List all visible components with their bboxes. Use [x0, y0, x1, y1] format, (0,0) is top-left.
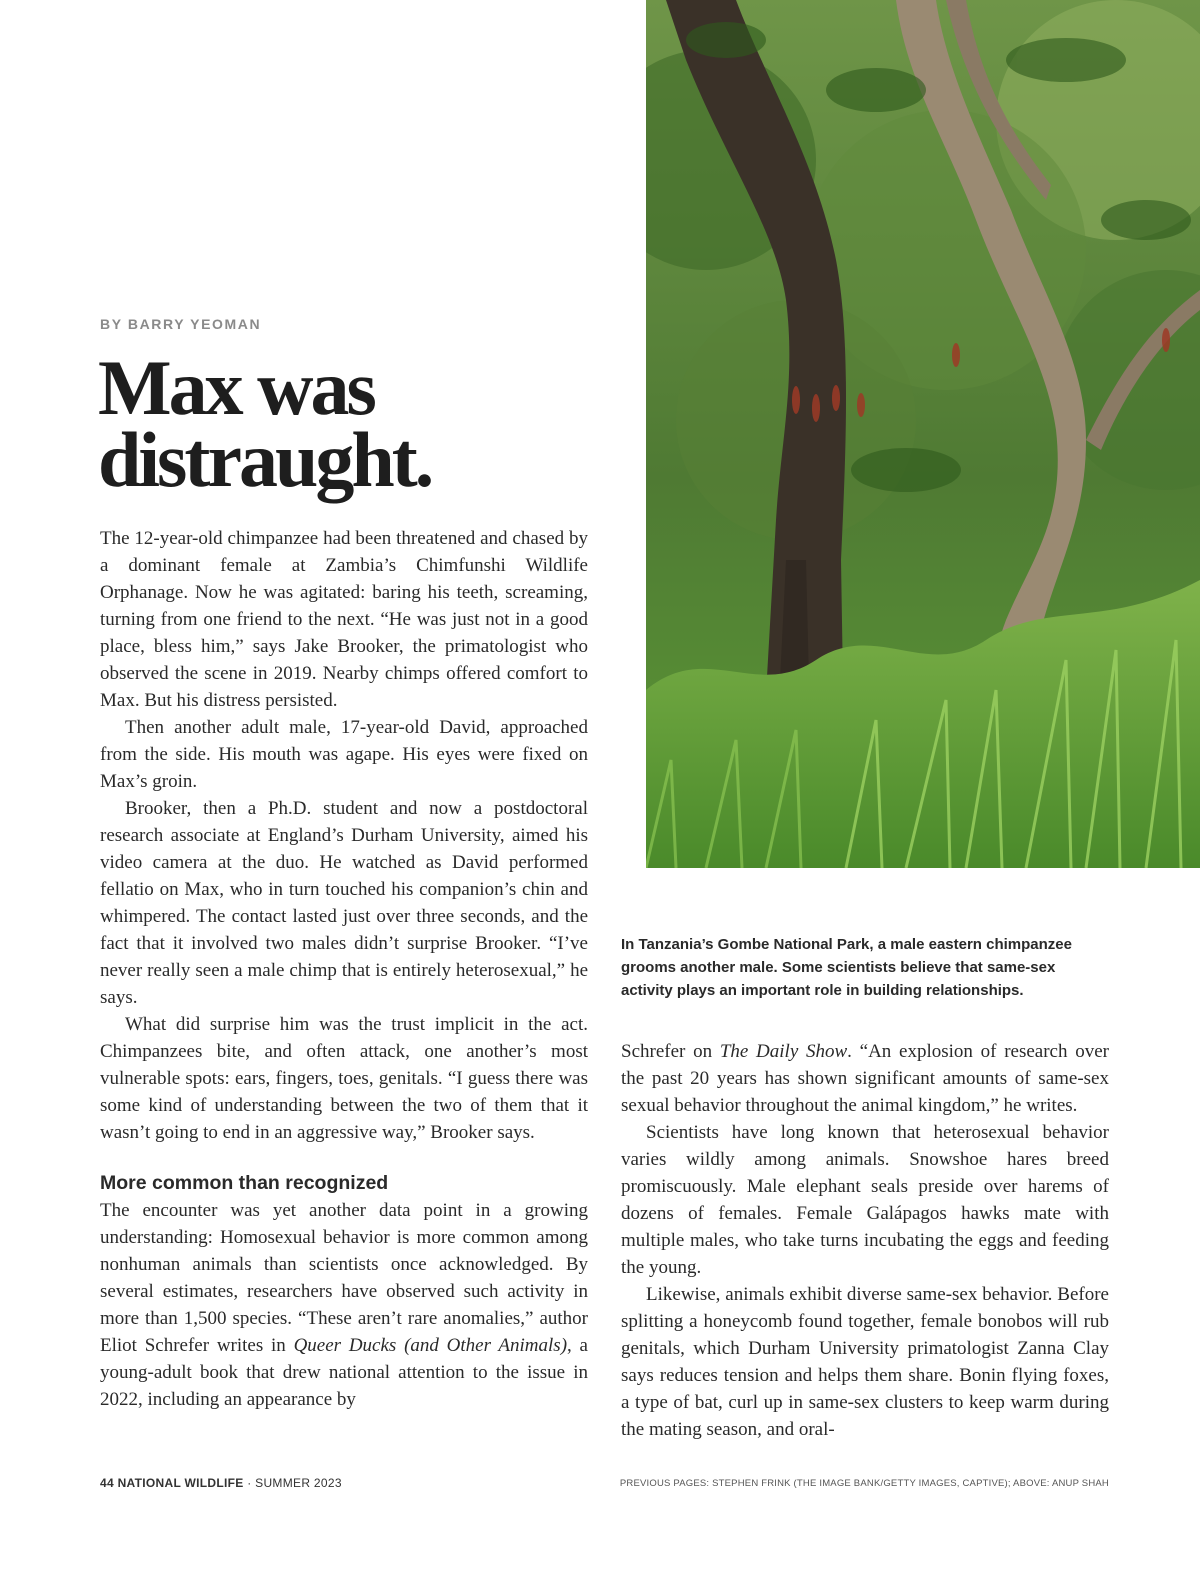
show-title: The Daily Show: [719, 1041, 848, 1062]
page-number: 44: [100, 1476, 114, 1490]
section-subhead: More common than recognized: [100, 1172, 389, 1194]
magazine-name: NATIONAL WILDLIFE: [117, 1476, 244, 1490]
book-title: Queer Ducks (and Other Animals): [293, 1335, 568, 1356]
headline: Max was distraught.: [98, 344, 432, 503]
body-paragraph: What did surprise him was the trust implicit in the act. Chimpanzees bite, and often attack, one another’s most vulnerable spots: ears, fingers, toes, genitals. “I guess there was some kind of understanding between the two of them that it wasn’t going to end in an aggressive way,” Brooker says.: [100, 1014, 588, 1143]
body-paragraph: Then another adult male, 17-year-old David, approached from the side. His mouth was agape. His eyes were fixed on Max’s groin.: [100, 717, 588, 792]
text-run: Schrefer on: [621, 1041, 720, 1062]
photo-credits: PREVIOUS PAGES: STEPHEN FRINK (THE IMAGE BANK/GETTY IMAGES, CAPTIVE); ABOVE: ANUP SHAH: [619, 1478, 1109, 1489]
byline: BY BARRY YEOMAN: [100, 316, 262, 332]
chimpanzee-forest-photo: [646, 0, 1200, 868]
text-run: , a young-adult book that drew national attention to the issue in 2022, including an appearance by: [100, 1335, 588, 1410]
right-column: [621, 1038, 1109, 1443]
body-paragraph: Likewise, animals exhibit diverse same-sex behavior. Before splitting a honeycomb found together, female bonobos will rub genitals, which Durham University primatologist Zanna Clay says reduces tension and helps them share. Bonin flying foxes, a type of bat, curl up in same-sex clusters to keep warm during the mating season, and oral-: [621, 1284, 1109, 1440]
body-paragraph: Brooker, then a Ph.D. student and now a postdoctoral research associate at England’s Durham University, aimed his video camera at the duo. He watched as David performed fellatio on Max, who in turn touched his companion’s chin and whimpered. The contact lasted just over three seconds, and the fact that it involved two males didn’t surprise Brooker. “I’ve never really seen a male chimp that is entirely heterosexual,” he says.: [100, 798, 588, 1008]
text-run: . “An explosion of research over the past 20 years has shown significant amounts of same-sex sexual behavior throughout the animal kingdom,” he writes.: [621, 1041, 1109, 1116]
issue-date: SUMMER 2023: [255, 1476, 342, 1490]
footer-separator: ·: [247, 1476, 252, 1490]
left-column: [100, 525, 588, 1413]
body-paragraph: Scientists have long known that heterosexual behavior varies wildly among animals. Snowshoe hares breed promiscuously. Male elephant seals preside over harems of dozens of females. Female Galápagos hawks mate with multiple males, who take turns incubating the eggs and feeding the young.: [621, 1122, 1109, 1278]
body-paragraph: The 12-year-old chimpanzee had been threatened and chased by a dominant female at Zambia’s Chimfunshi Wildlife Orphanage. Now he was agitated: baring his teeth, screaming, turning from one friend to the next. “He was just not in a good place, bless him,” says Jake Brooker, the primatologist who observed the scene in 2019. Nearby chimps offered comfort to Max. But his distress persisted.: [100, 528, 588, 711]
body-paragraph: [100, 1197, 588, 1413]
text-run: The encounter was yet another data point in a growing understanding: Homosexual behavior is more common among nonhuman animals than scientists once acknowledged. By several estimates, researchers have observed such activity in more than 1,500 species. “These aren’t rare anomalies,” author Eliot Schrefer writes in: [100, 1200, 588, 1356]
photo-caption: In Tanzania’s Gombe National Park, a male eastern chimpanzee grooms another male. Some scientists believe that same-sex activity plays an important role in building relationships.: [621, 936, 1072, 999]
body-paragraph: [621, 1038, 1109, 1119]
page-footer: [100, 1476, 342, 1490]
